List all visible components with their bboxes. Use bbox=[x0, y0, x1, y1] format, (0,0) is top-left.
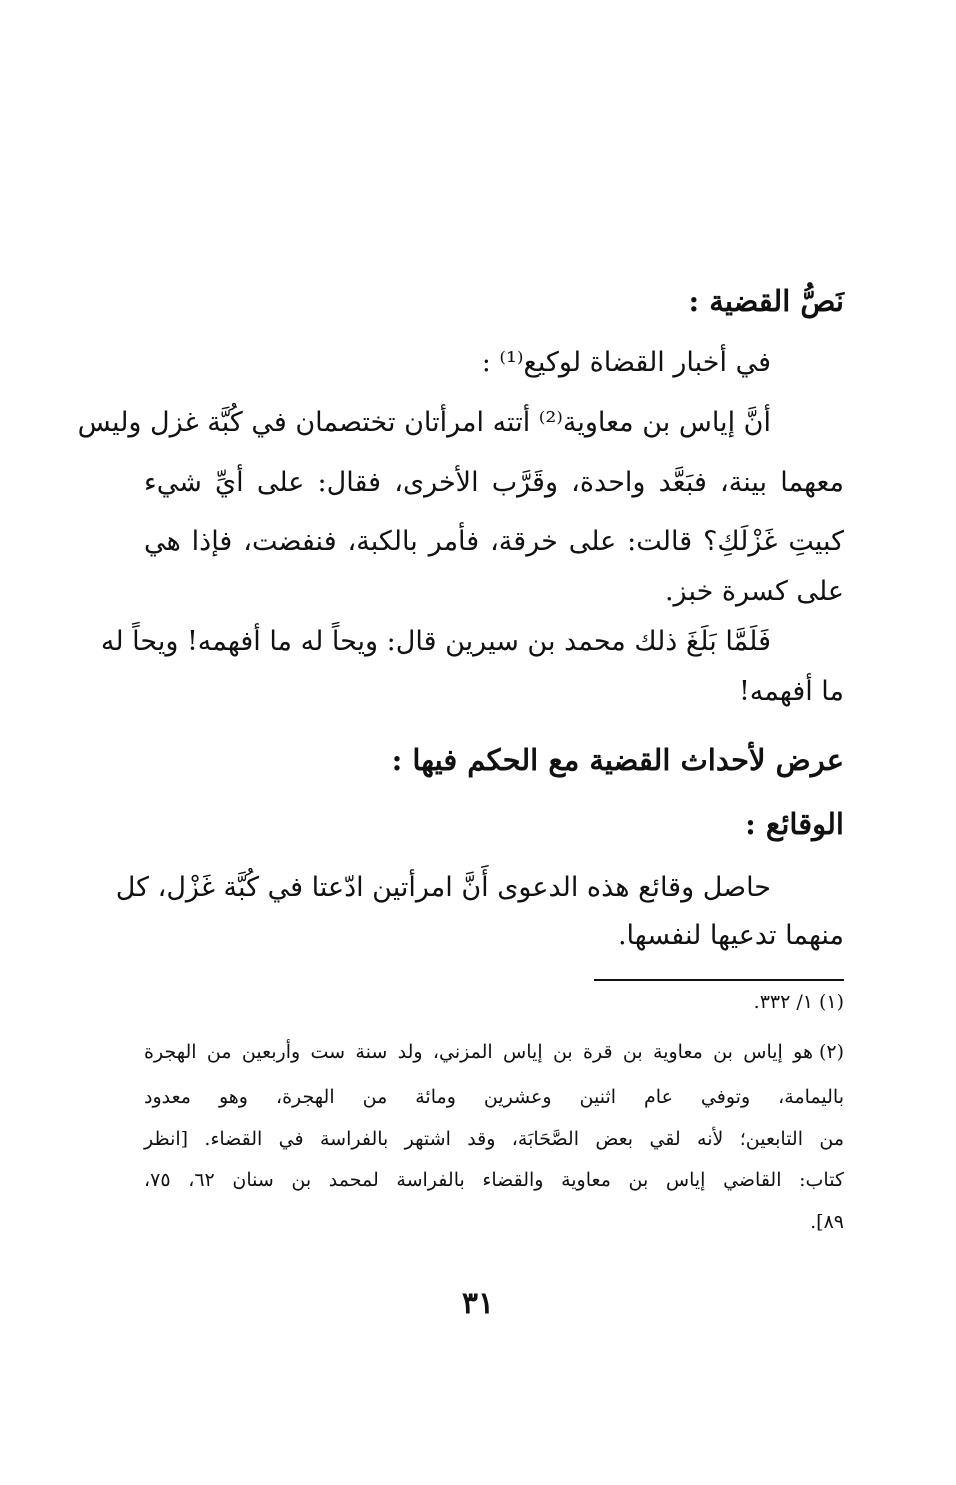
footnote-2-line-1: هو إياس بن معاوية بن قرة بن إياس المزني، ولد سنة ست وأربعين من الهجرة bbox=[144, 1041, 813, 1063]
footnote-2-label: (٢) bbox=[818, 1041, 844, 1063]
footnote-2-line-2: باليمامة، وتوفي عام اثنين وعشرين ومائة من الهجرة، وهو معدود bbox=[144, 1086, 844, 1108]
body-paragraph-2-line-2: ما أفهمه! bbox=[738, 676, 844, 707]
body-paragraph-2-line-1: فَلَمَّا بَلَغَ ذلك محمد بن سيرين قال: ويحاً له ما أفهمه! ويحاً له bbox=[100, 626, 771, 657]
footnote-2-line-5: ٨٩]. bbox=[810, 1211, 844, 1233]
footnote-separator bbox=[594, 979, 844, 981]
body-paragraph-1-line-2: معهما بينة، فبَعَّد واحدة، وقَرَّب الأخرى، فقال: على أيِّ شيء bbox=[144, 467, 844, 498]
body-paragraph-1-line-1: أنَّ إياس بن معاوية⁽²⁾ أتته امرأتان تختصمان في كُبَّة غزل وليس bbox=[77, 407, 771, 438]
footnote-2-line-3: من التابعين؛ لأنه لقي بعض الصَّحَابَة، وقد اشتهر بالفراسة في القضاء. [انظر bbox=[144, 1128, 844, 1150]
page-number: ٣١ bbox=[461, 1286, 495, 1321]
heading-case-text: نَصُّ القضية : bbox=[688, 284, 844, 318]
heading-events: عرض لأحداث القضية مع الحكم فيها : bbox=[391, 743, 844, 777]
footnote-2-line-4: كتاب: القاضي إياس بن معاوية والقضاء بالفراسة لمحمد بن سنان ٦٢، ٧٥، bbox=[144, 1169, 844, 1191]
facts-line-1: حاصل وقائع هذه الدعوى أَنَّ امرأتين ادّعتا في كُبَّة غَزْل، كل bbox=[115, 872, 771, 903]
facts-line-2: منهما تدعيها لنفسها. bbox=[617, 920, 844, 951]
footnote-1-text: ١/ ٣٣٢. bbox=[753, 991, 813, 1013]
source-line: في أخبار القضاة لوكيع⁽¹⁾ : bbox=[481, 347, 771, 378]
body-paragraph-1-line-4: على كسرة خبز. bbox=[664, 576, 844, 607]
body-paragraph-1-line-3: كبيتِ غَزْلَكِ؟ قالت: على خرقة، فأمر بالكبة، فنفضت، فإذا هي bbox=[144, 526, 844, 557]
footnote-1-label: (١) bbox=[818, 991, 844, 1013]
heading-facts: الوقائع : bbox=[745, 807, 844, 841]
